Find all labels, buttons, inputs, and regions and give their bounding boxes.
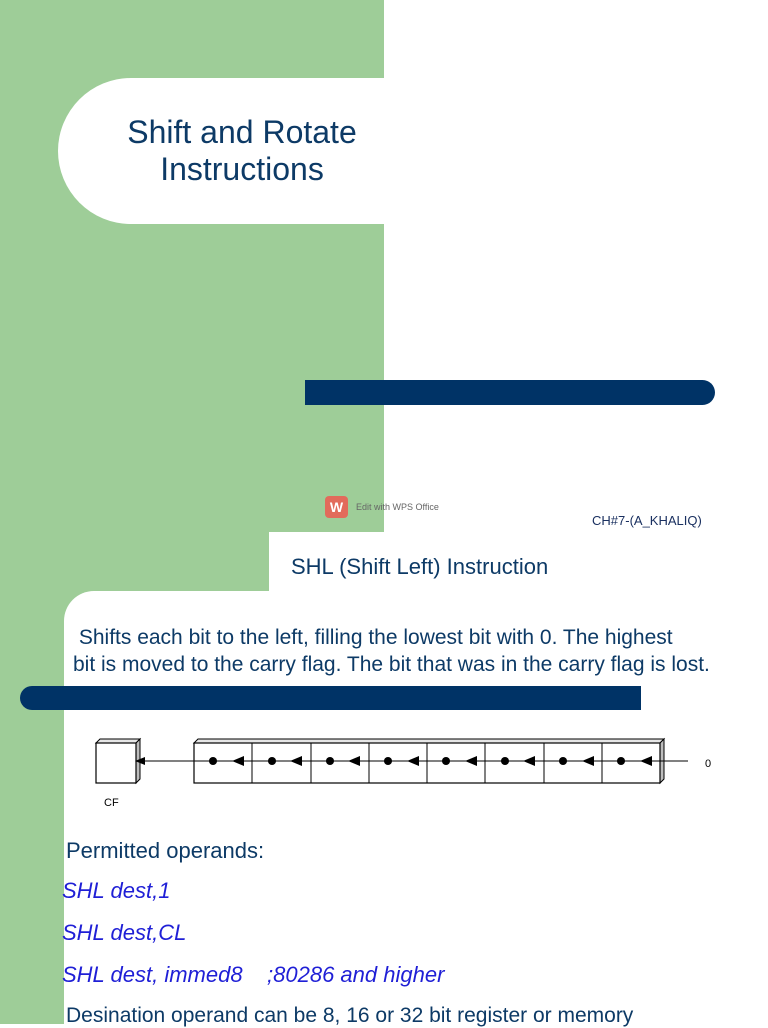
zero-fill-label: 0 [705, 758, 712, 770]
slide-heading: SHL (Shift Left) Instruction [291, 554, 549, 579]
footer-credit: CH#7-(A_KHALIQ) [592, 513, 702, 528]
carry-flag-label: CF [104, 797, 119, 809]
carry-flag-box [96, 739, 140, 783]
accent-bar-overlay [20, 686, 641, 710]
instruction-description: Shifts each bit to the left, filling the lowest bit with 0. The highest bit is moved to the carry flag. The bit that was in the carry flag is lost. [73, 626, 720, 676]
operands-heading: Permitted operands: [66, 838, 265, 863]
slide-title: Shift and Rotate Instructions [127, 114, 357, 187]
code-line-3: SHL dest, immed8 ;80286 and higher [62, 962, 445, 987]
accent-bar [305, 380, 715, 405]
code-line-1: SHL dest,1 [62, 878, 171, 903]
code-line-2: SHL dest,CL [62, 920, 187, 945]
wps-edit-badge[interactable] [325, 496, 439, 518]
destination-note: Desination operand can be 8, 16 or 32 bit register or memory [66, 1004, 634, 1027]
shl-bit-diagram [90, 735, 700, 790]
wps-logo-icon: W [325, 496, 348, 518]
wps-edit-label: Edit with WPS Office [356, 502, 439, 512]
